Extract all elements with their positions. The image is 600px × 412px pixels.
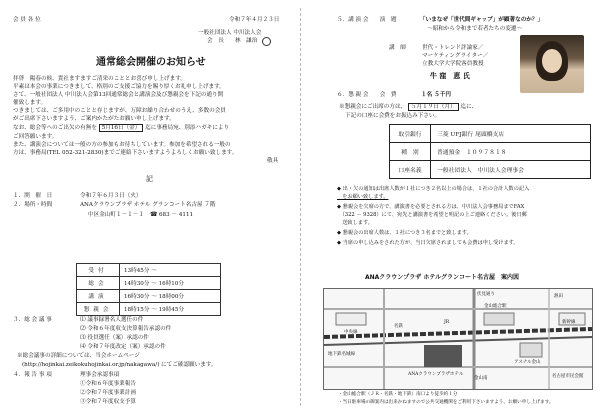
speaker-label: 講 師: [389, 45, 406, 51]
phone-number: 683 － 4111: [159, 212, 194, 218]
speaker-name: 牛 窪 恵 氏: [430, 71, 470, 80]
map-label: 金山南: [474, 376, 488, 381]
organization: 一般社団法人 中川法人会: [198, 30, 262, 36]
map-label: アスナル金山: [514, 360, 541, 365]
page-title: 通常総会開催のお知らせ: [96, 57, 206, 68]
president: 会 長 林 謙治: [207, 38, 258, 44]
agenda-note: ※総会議事の詳細については、当会ホームページ: [17, 353, 140, 359]
report-item: ②令和７年度事業計画: [80, 390, 136, 396]
report-head: 理事会承認事項: [80, 372, 120, 378]
date-value: 令和７年６月３日（火）: [80, 193, 142, 199]
agenda-item: ⑴ 議事録署名人選任の件: [80, 317, 144, 323]
speaker-title: マーケティングライター／: [422, 53, 489, 59]
body-line-part: 迄に事務局宛、別添ハガキにより: [145, 125, 230, 131]
agenda-item: ⑶ 役員選任（案）承認の件: [80, 335, 149, 341]
report-item: ①令和６年度事業報告: [80, 381, 136, 387]
map-label: JR: [444, 320, 450, 325]
lecture-label: ５．講 演 会 演 題: [337, 17, 397, 23]
note-line: をお願い致します。: [337, 194, 389, 200]
body-line-part: なお、総会等へのご出欠の有無を: [13, 125, 97, 131]
hotel-building: [424, 345, 462, 367]
address: 中区金山町１－１－１: [88, 212, 144, 218]
schedule-table: [76, 263, 221, 316]
phone-icon: ☎: [150, 211, 158, 218]
body-line: 方は、事務局(TEL 052-321-2830)までご連絡下さいますようよろしくお願い致します。: [13, 150, 238, 156]
map-label: 金山総合駅: [484, 304, 507, 309]
body-line: [13, 125, 229, 132]
schedule-time: 18時15分 ～ 19時45分: [120, 303, 221, 316]
bank-value: 三菱 UFJ銀行 尾頭橋支店: [437, 132, 505, 138]
place-value: ANAクラウンプラザ ホテル グランコート名古屋 ７階: [80, 202, 216, 208]
speaker-title: 世代・トレンド評論家／: [422, 45, 484, 51]
schedule-label: 総会: [77, 277, 120, 290]
homepage-link[interactable]: (http://hojinkai.zeikokuhojinkai.or.jp/nakagawa/) にてご確認願います。: [22, 362, 217, 368]
date-label: １．開 催 日: [13, 193, 53, 199]
map-label: 地下鉄名城線: [328, 352, 355, 357]
schedule-label: 受付: [77, 264, 120, 277]
schedule-label: 講演: [77, 290, 120, 303]
column-divider: [300, 8, 301, 406]
bank-value: 普通預金 １０９７８１８: [437, 150, 507, 156]
table-row: [77, 303, 221, 316]
body-line: ご回答願います。: [13, 134, 58, 140]
schedule-time: 13時45分 ～: [120, 264, 221, 277]
reply-deadline: 5月16日（金）: [99, 124, 144, 132]
ki-heading: 記: [146, 175, 153, 183]
report-item: ③令和７年度収支予算: [80, 399, 136, 405]
party-note: [339, 104, 477, 111]
speaker-title: 立教大学大学院客員教授: [422, 61, 484, 67]
schedule-label: 懇親会: [77, 303, 120, 316]
body-line: 拝啓 陽春の候、貴社ますますご清栄のこととお喜び申し上げます。: [13, 76, 186, 82]
party-label: ６．懇 親 会 会 費: [337, 92, 397, 98]
photo-face: [542, 49, 562, 73]
map-label: 名鉄: [394, 324, 403, 329]
agenda-item: ⑷ 令和７年度改定（案）承認の件: [80, 344, 166, 350]
table-row: [390, 143, 590, 161]
station-building: [484, 313, 514, 325]
body-line: つきましては、ご多用中のことと存じますが、万障お繰り合わせのうえ、多数の会員: [13, 108, 226, 114]
map-label: 名古屋市民会館: [552, 374, 584, 379]
table-row: [77, 290, 221, 303]
table-row: [77, 277, 221, 290]
bank-key: 口座名義: [390, 161, 431, 178]
map-title: ANAクラウンプラザ ホテルグランコート名古屋 案内図: [365, 274, 519, 281]
addressee: 会 員 各 位: [13, 17, 41, 23]
schedule-time: 14時30分 ～ 16時10分: [120, 277, 221, 290]
map-label: 伏見通り: [477, 292, 495, 297]
body-line: さて、一般社団法人 中川法人会第13回通常総会と講演会及び懇親会を下記の通り開: [13, 92, 224, 98]
bank-account-table: [389, 124, 591, 179]
note-line: ◆ 懇親会を欠席の方で、講演書を必要とされる方は、中川法人会事務局までFAX: [337, 204, 525, 210]
note-line: 送致します。: [337, 220, 373, 226]
bank-value: 一般社団法人 中川法人会理事会: [437, 168, 524, 174]
bank-key: 取引銀行: [390, 125, 431, 142]
party-payment-date: ５月１９日（月）: [408, 103, 459, 111]
party-note-part: 迄に、: [460, 104, 478, 110]
access-map: [323, 288, 593, 390]
party-note: 下記の口座に会費をお振込み下さい。: [345, 113, 441, 119]
map-footnote: ・当日駐車場の御案内は出来かねますので公共交通機関をご利用下さいますよう、お願い申し上げます。: [338, 400, 554, 405]
building: [336, 313, 366, 325]
party-fee: １名 ５千円: [421, 92, 451, 98]
body-line: 催致します。: [13, 100, 47, 106]
map-label: 新幹線: [562, 320, 576, 325]
agenda-label: ３．総 会 議 事: [13, 317, 52, 323]
map-label: 熱田: [554, 294, 563, 299]
lecture-theme: 「いまなぜ「世代間ギャップ」が顕著なのか？」: [420, 17, 544, 23]
table-row: [390, 161, 590, 178]
speaker-photo: [520, 35, 584, 93]
party-note-part: ※懇親会にご出席の方は、: [339, 104, 407, 110]
schedule-time: 16時30分 ～ 18時00分: [120, 290, 221, 303]
agenda-item: ⑵ 令和６年度収支決算報告承認の件: [80, 326, 172, 332]
body-line: また、講演会については一般の方の参加もお待ちしています。参加を希望される一般の: [13, 142, 231, 148]
building: [520, 343, 542, 357]
closing: 敬具: [267, 158, 279, 164]
note-line: ◆ 当席の申し込みをされた方が、当日欠席されましても会費は申し受けます。: [337, 240, 519, 246]
body-line: 平素は本会の事業につきまして、格別のご支援ご協力を賜り厚くお礼申し上げます。: [13, 84, 225, 90]
map-label: ANAクラウンプラザホテル: [408, 372, 464, 377]
lecture-subtitle: ～昭和から令和まで若者たちの変遷～: [427, 26, 523, 32]
table-row: [77, 264, 221, 277]
note-line: ◆ 出・欠の通知は出席人数が１社につき２名以上の場合は、１社の合計人数の記入: [337, 186, 530, 192]
note-line: ◆ 懇親会の出席人数は、１社につき３名までと致します。: [337, 230, 472, 236]
seal-stamp: [262, 37, 271, 46]
body-line: がご出席下さいますよう、ご案内かたがたお願い申し上げます。: [13, 116, 175, 122]
issue-date: 令和７年４月２３日: [229, 17, 280, 23]
bank-key: 種 別: [390, 143, 431, 160]
table-row: [390, 125, 590, 143]
note-line: （322 － 9328）にて、宛先と講演書を希望と明記の上ご連絡ください。後日郵: [337, 212, 527, 218]
map-footnote: ・金山総合駅（ＪＲ・名鉄・地下鉄）南口より徒歩約１分: [338, 392, 458, 397]
report-label: ４．報 告 事 項: [13, 372, 52, 378]
place-label: ２．場所・時間: [13, 202, 53, 208]
map-label: 中央線: [344, 330, 358, 335]
